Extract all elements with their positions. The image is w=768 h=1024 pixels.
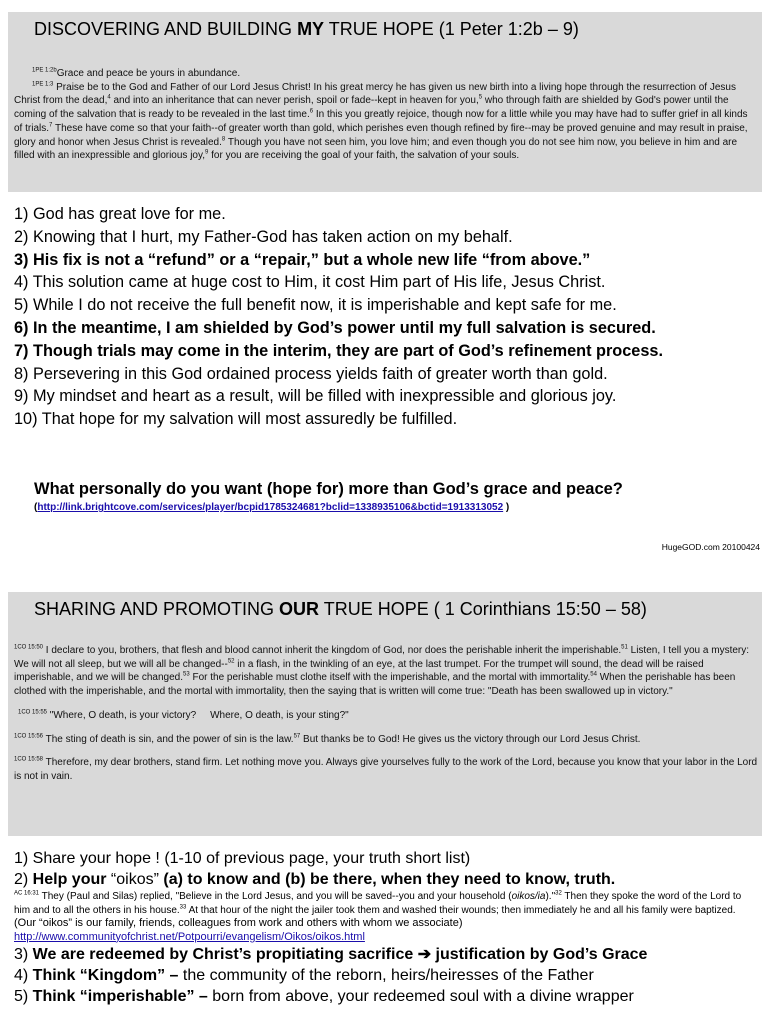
scripture-verse [14,81,758,163]
list-item: 1) Share your hope ! (1-10 of previous page, your truth short list) [14,850,471,867]
title-text: TRUE HOPE ( 1 Corinthians 15:50 – 58) [319,599,647,619]
item-number: 5) [14,988,33,1006]
section-2-box [8,592,762,836]
section-2-title [34,598,647,620]
list-item [14,986,762,1007]
title-emphasis: MY [297,19,325,39]
scripture-1-corinthians [14,644,758,784]
verse-text: Grace and peace be yours in abundance. [56,68,241,79]
verse-number: 6 [309,108,314,115]
item-number: 3) [14,946,33,964]
verse-text: At that hour of the night the jailer took them and washed their wounds; then immediately he and all his family were baptized. [186,904,736,916]
verse-number: 57 [293,733,301,740]
verse-text: But thanks be to God! He gives us the victory through our Lord Jesus Christ. [300,733,641,745]
verse-number: 53 [183,672,190,679]
scripture-verse [14,756,758,783]
list-item: 2) Knowing that I hurt, my Father-God has taken action on my behalf. [14,227,513,246]
title-text: TRUE HOPE (1 Peter 1:2b – 9) [324,19,579,39]
scripture-verse [14,67,758,81]
item-number: 4) [14,967,33,985]
title-text: SHARING AND PROMOTING [34,599,280,619]
list-item: 4) This solution came at huge cost to Him, it cost Him part of His life, Jesus Christ. [14,273,606,292]
item-text: born from above, your redeemed soul with a divine wrapper [207,988,634,1006]
verse-text: in a flash, in the twinkling of an eye, at the last trumpet. For the trumpet will sound, the dead will be raised imperishable, and we will be changed. [14,658,704,684]
item-number: 2) [14,871,33,888]
reflection-question: What personally do you want (hope for) more than God’s grace and peace? [34,480,623,498]
list-item: 7) Though trials may come in the interim, they are part of God’s refinement process. [14,341,663,360]
verse-number: 5 [478,95,483,102]
verse-number: 7 [49,122,53,129]
verse-ref: 1PE 1:3 [32,81,54,88]
verse-text: Praise be to the God and Father of our Lord Jesus Christ! In his great mercy he has given us new birth into a living hope through the resurrection of Jesus Christ from the dead, [14,81,736,107]
verse-text: Then they spoke the word of the Lord to him and to all the others in his house. [14,891,742,916]
list-item [14,869,762,890]
note-text: (Our “oikos” is our family, friends, colleagues from work and others with whom we associate) [14,903,739,930]
verse-number: 51 [621,644,628,651]
verse-text: for you are receiving the goal of your faith, the salvation of your souls. [208,150,520,162]
verse-number: 54 [590,672,597,679]
verse-text: and into an inheritance that can never perish, spoil or fade--kept in heaven for you, [110,95,479,107]
scripture-verse [14,644,758,699]
title-emphasis: OUR [279,599,320,619]
paren: ( [34,502,38,513]
list-item: 9) My mindset and heart as a result, will be filled with inexpressible and glorious joy. [14,387,617,406]
title-text: DISCOVERING AND BUILDING [34,19,298,39]
verse-text: These have come so that your faith--of greater worth than gold, which perishes even though refined by fire--may be proved genuine and may result in praise, glory and honor when Jesus Christ is revealed. [14,122,748,148]
list-item [14,965,762,986]
oikos-link[interactable]: http://www.communityofchrist.net/Potpourri/evangelism/Oikos/oikos.html [14,930,365,943]
video-link[interactable]: http://link.brightcove.com/services/player/bcpid1785324681?bclid=1338935106&bctid=1913313052 [37,502,504,513]
verse-text: who through faith are shielded by God's power until the coming of the salvation that is ready to be revealed in the last time. [14,95,729,121]
verse-text: "Where, O death, is your victory? Where, O death, is your sting?" [47,709,349,721]
verse-text: In this you greatly rejoice, though now for a little while you may have had to suffer grief in all kinds of trials. [14,109,748,134]
verse-number: 4 [107,95,111,102]
verse-text: )." [545,891,556,902]
verse-ref: 1CO 15:50 [14,644,44,651]
item-emphasis: We are redeemed by Christ’s propitiating sacrifice [32,946,418,964]
verse-text: Therefore, my dear brothers, stand firm. Let nothing move you. Always give yourselves fully to the work of the Lord, because you know that your labor in the Lord is not in vain. [14,757,758,782]
section-1-title [34,18,579,40]
verse-number: 8 [221,136,226,143]
verse-text: I declare to you, brothers, that flesh and blood cannot inherit the kingdom of God, nor does the perishable inherit the imperishable. [43,645,622,656]
video-link-line [34,502,509,513]
item-text: the community of the reborn, heirs/heiresses of the Father [178,967,594,985]
list-item: 8) Persevering in this God ordained process yields faith of greater worth than gold. [14,364,608,383]
verse-text: The sting of death is sin, and the power of sin is the law. [43,733,294,745]
verse-ref: 1PE 1:2b [32,67,57,74]
list-item: 3) His fix is not a “refund” or a “repair,” but a whole new life “from above.” [14,250,591,269]
verse-number: 52 [227,658,235,665]
hope-truth-list [14,203,762,431]
verse-ref: 1CO 15:56 [14,733,44,740]
scripture-1-peter [14,67,758,163]
sharing-hope-list [14,848,762,1007]
verse-ref: 1CO 15:58 [14,756,44,763]
item-emphasis: Think “imperishable” – [32,988,208,1006]
verse-number: 33 [179,904,187,911]
scripture-verse [14,709,758,723]
verse-text: Though you have not seen him, you love him; and even though you do not see him now, you believe in him and are filled with an inexpressible and glorious joy, [14,136,738,162]
paren: ) [503,502,510,513]
verse-text: They (Paul and Silas) replied, "Believe in the Lord Jesus, and you will be saved--you and your household ( [39,891,512,902]
verse-ref: 1CO 15:55 [18,709,48,716]
verse-text: Listen, I tell you a mystery: We will not all sleep, but we will all be changed-- [14,645,750,670]
section-1-box [8,12,762,192]
verse-number: 32 [555,890,562,897]
verse-number: 9 [205,149,209,156]
list-item [14,944,762,965]
verse-italic: oikos/ia [511,891,546,902]
list-item: 6) In the meantime, I am shielded by God’s power until my full salvation is secured. [14,318,656,337]
oikos-note [14,890,749,944]
item-emphasis: justification by God’s Grace [431,946,648,964]
item-emphasis: Think “Kingdom” – [32,967,179,985]
verse-text: For the perishable must clothe itself with the imperishable, and the mortal with immortality. [189,672,591,684]
list-item: 5) While I do not receive the full benefit now, it is imperishable and kept safe for me. [14,296,617,315]
verse-text: When the perishable has been clothed with the imperishable, and the mortal with immortality, then the saying that is written will come true: "Death has been swallowed up in victory." [14,672,736,698]
scripture-verse [14,733,758,747]
item-emphasis: (a) to know and (b) be there, when they need to know, truth. [163,871,616,888]
list-item: 1) God has great love for me. [14,205,226,223]
right-arrow-icon: ➔ [417,946,432,964]
item-text: “oikos” [106,871,164,888]
verse-ref: AC 16:31 [14,890,40,897]
item-emphasis: Help your [32,871,107,888]
credit-line: HugeGOD.com 20100424 [661,542,760,552]
list-item: 10) That hope for my salvation will most assuredly be fulfilled. [14,410,458,429]
